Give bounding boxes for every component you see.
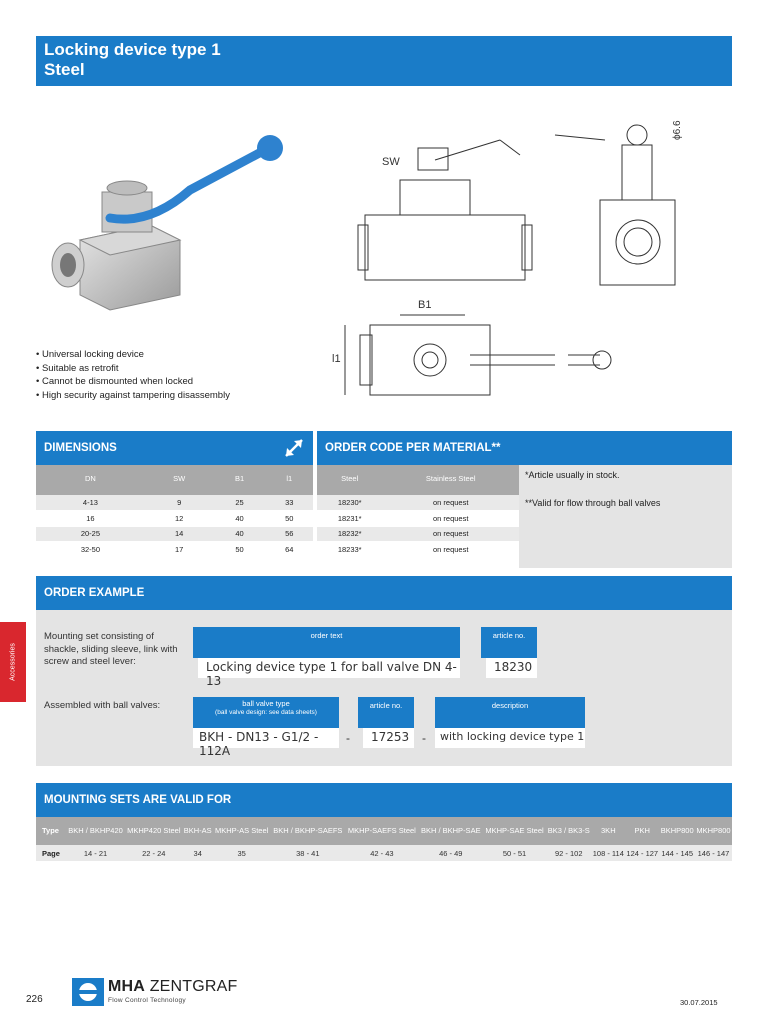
table-row: [36, 845, 732, 861]
table-cell: 124 - 127: [625, 845, 659, 861]
table-cell: 35: [213, 845, 271, 861]
table-row: [317, 526, 519, 542]
table-cell: on request: [382, 495, 519, 511]
valid-for-section: [36, 783, 732, 861]
table-cell: 56: [266, 526, 313, 542]
dimensions-table: [36, 465, 313, 558]
valid-for-header: [36, 783, 732, 817]
table-row: [317, 542, 519, 558]
page-subtitle: Steel: [44, 60, 85, 79]
table-row: [36, 817, 732, 845]
order-code-section: [317, 465, 519, 558]
table-cell: 46 - 49: [419, 845, 483, 861]
product-photo: [40, 130, 290, 330]
table-cell: 42 - 43: [345, 845, 418, 861]
table-row: [36, 526, 313, 542]
column-header: Steel: [317, 465, 382, 495]
table-cell: BK3 / BK3-S: [546, 817, 591, 845]
table-cell: 50 - 51: [483, 845, 546, 861]
article2-header: [358, 697, 414, 728]
table-cell: MKHP420 Steel: [125, 817, 183, 845]
table-cell: on request: [382, 511, 519, 527]
table-cell: 40: [214, 526, 266, 542]
sw-label: SW: [382, 156, 400, 168]
table-cell: 64: [266, 542, 313, 558]
article-field: 18230: [486, 658, 537, 678]
page-title: Locking device type 1: [44, 40, 221, 59]
description-field: with locking device type 1: [435, 728, 585, 748]
table-cell: MKHP800: [695, 817, 732, 845]
table-cell: 92 - 102: [546, 845, 591, 861]
technical-drawing: [332, 100, 720, 420]
column-header: Stainless Steel: [382, 465, 519, 495]
flow-note: **Valid for flow through ball valves: [525, 498, 661, 508]
table-row: [36, 511, 313, 527]
mounting-label: Mounting set consisting of shackle, sliding sleeve, link with screw and steel lever:: [44, 631, 178, 667]
brand-logo-icon: [72, 978, 104, 1006]
page-number: 226: [26, 994, 43, 1005]
column-header: SW: [145, 465, 214, 495]
column-header: l1: [266, 465, 313, 495]
brand-name: [108, 978, 238, 996]
order-example-header: [36, 576, 732, 610]
table-cell: BKH / BKHP-SAE: [419, 817, 483, 845]
row-header: Page: [36, 845, 66, 861]
order-code-table: [317, 465, 519, 558]
order-example-title: ORDER EXAMPLE: [44, 587, 145, 599]
table-cell: 18232*: [317, 526, 382, 542]
brand-name-bold: MHA: [108, 978, 146, 995]
order-text-header: [193, 627, 460, 658]
brand-tagline: Flow Control Technology: [108, 997, 186, 1004]
table-cell: BKHP800: [659, 817, 695, 845]
ball-valve-subheader-label: (ball valve design: see data sheets): [215, 709, 317, 716]
table-cell: 32-50: [36, 542, 145, 558]
dimensions-header: [36, 431, 313, 465]
table-cell: 18230*: [317, 495, 382, 511]
table-cell: BKH-AS: [183, 817, 213, 845]
ball-valve-header-label: ball valve type: [242, 699, 290, 708]
print-date: 30.07.2015: [680, 998, 718, 1007]
table-cell: 14 - 21: [66, 845, 125, 861]
resize-arrow-icon: [283, 437, 305, 459]
table-cell: 4-13: [36, 495, 145, 511]
article2-header-label: article no.: [369, 701, 403, 710]
article2-field: 17253: [363, 728, 414, 748]
order-code-notes: [519, 465, 732, 568]
table-cell: 3KH: [592, 817, 626, 845]
ball-valve-header: [193, 697, 339, 728]
table-cell: 34: [183, 845, 213, 861]
order-example-section: [36, 576, 732, 766]
table-row: [317, 495, 519, 511]
table-cell: PKH: [625, 817, 659, 845]
order-text-header-label: order text: [310, 631, 343, 640]
table-cell: 12: [145, 511, 214, 527]
table-cell: on request: [382, 542, 519, 558]
table-row: [36, 542, 313, 558]
article-header-label: article no.: [492, 631, 526, 640]
table-cell: MKHP-SAEFS Steel: [345, 817, 418, 845]
dimensions-title: DIMENSIONS: [44, 442, 117, 454]
valid-for-table: [36, 817, 732, 861]
section-tab-label: Accessories: [9, 643, 17, 681]
table-cell: 17: [145, 542, 214, 558]
table-cell: 50: [266, 511, 313, 527]
table-cell: BKH / BKHP420: [66, 817, 125, 845]
list-item: • Cannot be dismounted when locked: [36, 375, 336, 389]
list-item: • Universal locking device: [36, 348, 336, 362]
table-cell: 25: [214, 495, 266, 511]
feature-list: [36, 348, 336, 402]
dimensions-section: [36, 431, 313, 558]
table-cell: MKHP-AS Steel: [213, 817, 271, 845]
column-header: DN: [36, 465, 145, 495]
table-cell: MKHP-SAE Steel: [483, 817, 546, 845]
table-cell: 144 - 145: [659, 845, 695, 861]
table-cell: 18231*: [317, 511, 382, 527]
title-bar: [36, 36, 732, 86]
valid-for-title: MOUNTING SETS ARE VALID FOR: [44, 794, 232, 806]
table-row: [317, 511, 519, 527]
table-cell: 18233*: [317, 542, 382, 558]
table-cell: 146 - 147: [695, 845, 732, 861]
b1-label: B1: [418, 299, 432, 311]
table-cell: 108 - 114: [592, 845, 626, 861]
description-header: [435, 697, 585, 728]
row-header: Type: [36, 817, 66, 845]
table-cell: 40: [214, 511, 266, 527]
table-cell: 9: [145, 495, 214, 511]
article-header: [481, 627, 537, 658]
table-cell: BKH / BKHP-SAEFS: [270, 817, 345, 845]
l1-label: l1: [332, 353, 341, 365]
table-cell: 22 - 24: [125, 845, 183, 861]
assembled-label: Assembled with ball valves:: [44, 700, 161, 711]
table-cell: 33: [266, 495, 313, 511]
list-item: • Suitable as retrofit: [36, 362, 336, 376]
order-text-field: Locking device type 1 for ball valve DN 4-13: [198, 658, 460, 678]
brand-name-rest: ZENTGRAF: [145, 978, 238, 995]
separator: -: [422, 731, 426, 745]
section-tab: [0, 622, 26, 702]
table-cell: 14: [145, 526, 214, 542]
table-cell: 16: [36, 511, 145, 527]
list-item: • High security against tampering disassembly: [36, 389, 336, 403]
table-cell: on request: [382, 526, 519, 542]
table-row: [36, 495, 313, 511]
description-header-label: description: [491, 701, 529, 710]
separator: -: [346, 731, 350, 745]
dia-label: ϕ6.6: [672, 120, 683, 140]
table-cell: 38 - 41: [270, 845, 345, 861]
table-cell: 20-25: [36, 526, 145, 542]
order-code-header: [317, 431, 732, 465]
ball-valve-field: BKH - DN13 - G1/2 - 112A: [193, 728, 339, 748]
column-header: B1: [214, 465, 266, 495]
stock-note: *Article usually in stock.: [525, 470, 620, 480]
table-cell: 50: [214, 542, 266, 558]
order-code-title: ORDER CODE PER MATERIAL**: [325, 442, 501, 454]
